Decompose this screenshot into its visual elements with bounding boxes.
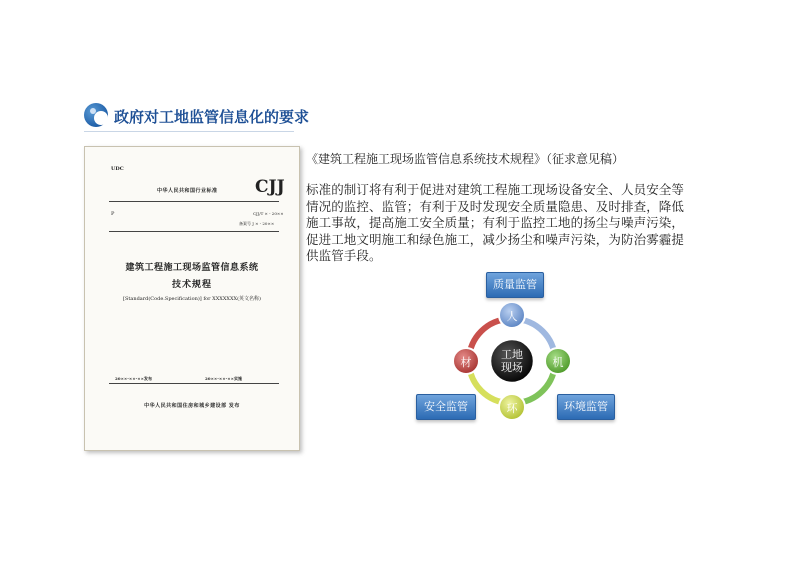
cover-udc: UDC <box>111 166 124 172</box>
body-paragraph <box>306 182 708 265</box>
center-label <box>492 348 532 374</box>
cover-rule <box>109 231 279 232</box>
cover-title-line2: 技术规程 <box>171 280 212 290</box>
cover-publisher: 中华人民共和国住房和城乡建设部 发布 <box>144 403 240 409</box>
quality-supervision-box: 质量监管 <box>486 272 544 298</box>
cover-ministry: 中华人民共和国行业标准 <box>157 188 218 194</box>
section-heading <box>84 104 309 128</box>
body-line: 施工事故，提高施工安全质量；有利于监控工地的扬尘与噪声污染， <box>306 215 685 230</box>
cover-implement-date: 20××-××-××实施 <box>205 376 242 381</box>
standard-cover-image <box>84 146 300 451</box>
heading-divider <box>84 131 294 132</box>
standard-subtitle: 《建筑工程施工现场监管信息系统技术规程》（征求意见稿） <box>306 152 625 166</box>
center-label-line1: 工地 <box>501 348 523 361</box>
node-environment-label: 环 <box>506 402 518 415</box>
center-label-line2: 现场 <box>501 361 523 374</box>
body-line: 供监管手段。 <box>306 248 382 263</box>
cover-title-english: [Standard(Code.Specification)] for XXXXXXX(英文名称) <box>123 296 261 302</box>
cover-rule <box>109 383 279 384</box>
environment-supervision-box: 环境监管 <box>557 394 615 420</box>
body-line: 标准的制订将有利于促进对建筑工程施工现场设备安全、人员安全等 <box>306 182 685 197</box>
safety-supervision-box: 安全监管 <box>416 394 476 420</box>
cover-code: CJJ/T × - 20×× <box>253 211 284 216</box>
cover-issue-date: 20××-××-××发布 <box>115 376 152 381</box>
body-line: 促进工地文明施工和绿色施工，减少扬尘和噪声污染，为防治雾霾提 <box>306 231 685 247</box>
cover-series: CJJ <box>255 177 285 197</box>
cover-title-line1: 建筑工程施工现场监管信息系统 <box>125 263 259 273</box>
node-people-label: 人 <box>506 310 518 323</box>
cover-p-mark: P <box>111 211 115 217</box>
body-line: 情况的监控、监管；有利于及时发现安全质量隐患、及时排查，降低 <box>306 198 685 214</box>
heading-bullet-icon <box>84 103 110 129</box>
cover-rule <box>109 201 279 202</box>
cover-record-no: 备案号 J × - 20×× <box>239 221 275 226</box>
heading-title: 政府对工地监管信息化的要求 <box>114 107 310 126</box>
node-machine-label: 机 <box>552 356 564 369</box>
node-material-label: 材 <box>460 356 472 369</box>
